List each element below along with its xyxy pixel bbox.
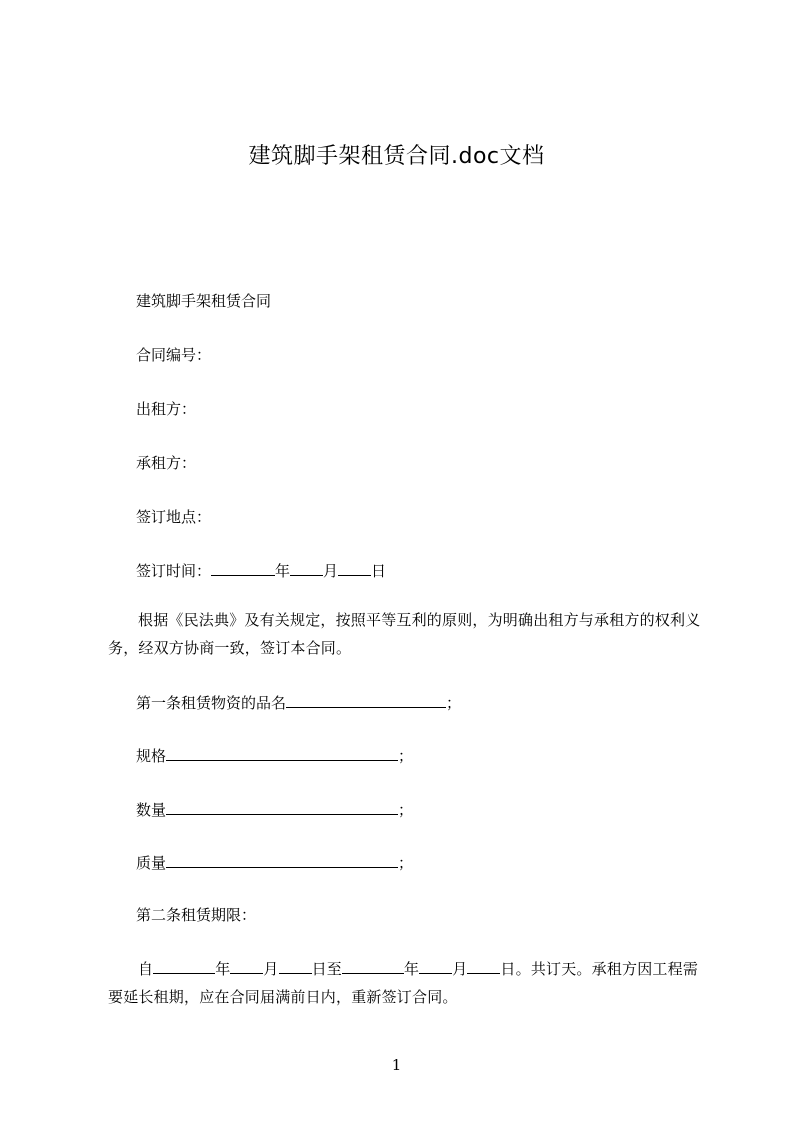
start-year-blank [153,956,215,974]
article1-label: 第一条租赁物资的品名 [136,694,287,712]
spec-label: 规格 [136,747,167,765]
lessor-label: 出租方： [136,400,197,418]
quality-blank [166,850,398,868]
signing-month-blank [290,558,323,576]
page-title: 建筑脚手架租赁合同.doc文档 [248,144,545,169]
signing-place-label: 签订地点： [136,508,212,526]
item-name-blank [286,690,446,708]
article1-line [136,690,461,715]
month-text: 月 [323,562,339,580]
end-year-text: 年 [404,960,420,978]
from-text: 自 [138,960,154,978]
contract-number-label: 合同编号： [136,346,212,364]
end-month-blank [419,956,452,974]
year-text: 年 [275,562,291,580]
article2-label: 第二条租赁期限： [136,906,257,924]
signing-time-label: 签订时间： [136,562,212,580]
start-day-blank [279,956,312,974]
lessee-label: 承租方： [136,454,197,472]
day-to-text: 日至 [311,960,343,978]
signing-time-line [136,558,386,583]
article2-rest: 共订天。承租方因工程需要延长租期，应在合同届满前日内，重新签订合同。 [108,960,699,1006]
signing-year-blank [211,558,275,576]
quality-line [136,850,413,875]
day-text: 日 [371,562,387,580]
quality-end: ； [398,854,414,872]
article2-paragraph [108,955,704,1011]
page-number: 1 [391,1056,402,1074]
preamble-paragraph: 根据《民法典》及有关规定，按照平等互利的原则，为明确出租方与承租方的权利义务，经双方协商一致，签订本合同。 [108,611,701,657]
day-end-text: 日。 [500,960,531,978]
article1-end: ； [446,694,462,712]
contract-heading: 建筑脚手架租赁合同 [136,292,272,310]
quantity-end: ； [398,801,414,819]
spec-line [136,743,413,768]
start-month-blank [230,956,263,974]
spec-end: ； [398,747,414,765]
end-year-blank [342,956,404,974]
quantity-line [136,797,413,822]
spec-blank [166,743,398,761]
quality-label: 质量 [136,854,167,872]
end-month-text: 月 [452,960,468,978]
start-year-text: 年 [215,960,231,978]
end-day-blank [467,956,500,974]
start-month-text: 月 [263,960,279,978]
quantity-label: 数量 [136,801,167,819]
quantity-blank [166,797,398,815]
signing-day-blank [338,558,371,576]
